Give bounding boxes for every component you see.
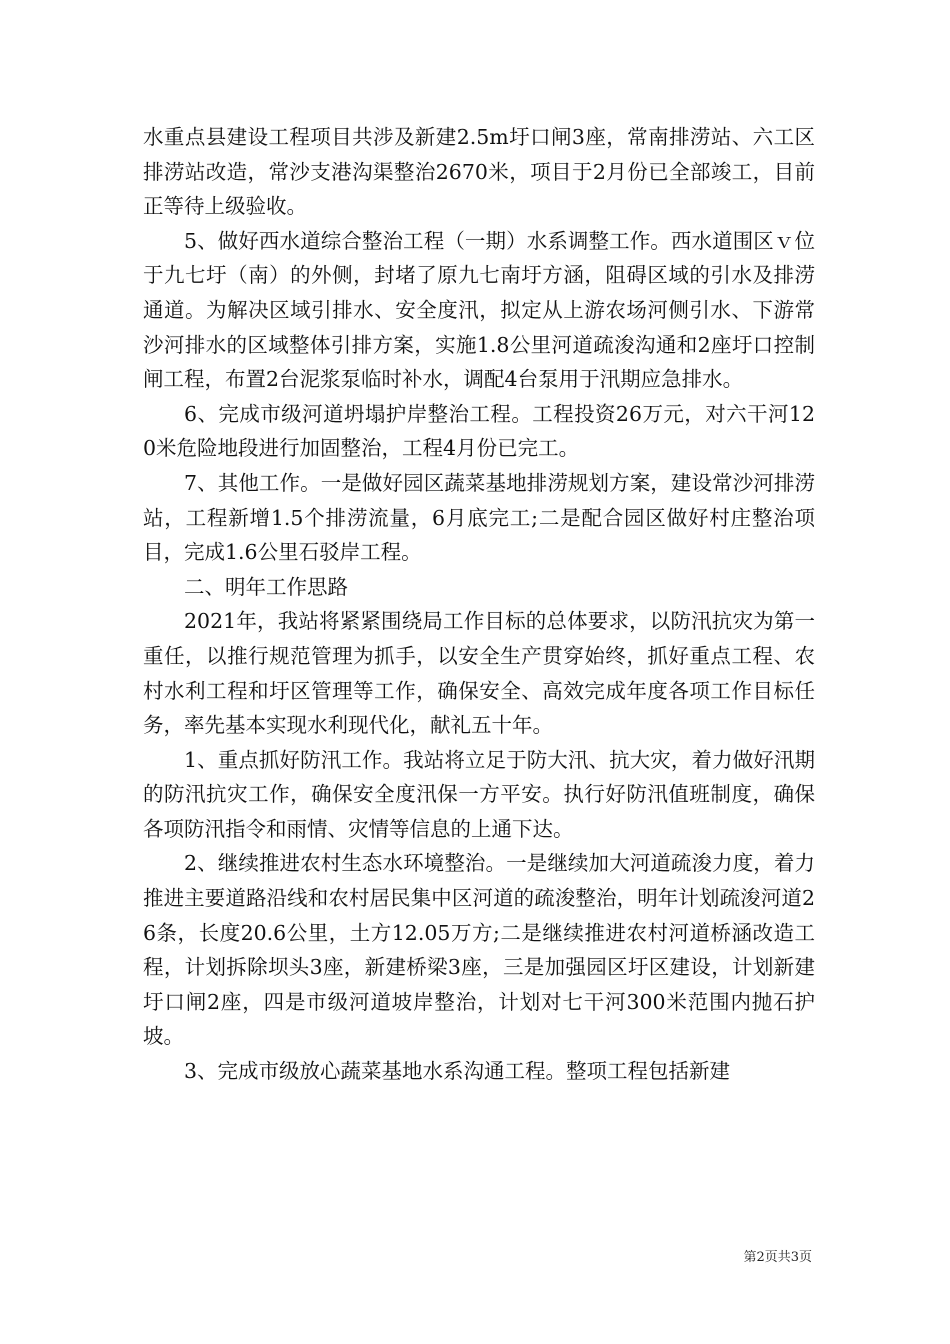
paragraph-continuation: 水重点县建设工程项目共涉及新建2.5m圩口闸3座，常南排涝站、六工区排涝站改造，常沙支港沟渠整治2670米，项目于2月份已全部竣工，目前正等待上级验收。 [143,125,815,219]
paragraph-item-6: 6、完成市级河道坍塌护岸整治工程。工程投资26万元，对六干河120米危险地段进行加固整治，工程4月份已完工。 [143,401,815,461]
page-number-footer: 第2页共3页 [743,1250,812,1265]
paragraph-plan-1: 1、重点抓好防汛工作。我站将立足于防大汛、抗大灾，着力做好汛期的防汛抗灾工作，确保安全度汛保一方平安。执行好防汛值班制度，确保各项防汛指令和雨情、灾情等信息的上通下达。 [143,747,815,841]
paragraph-plan-3: 3、完成市级放心蔬菜基地水系沟通工程。整项工程包括新建 [184,1059,731,1084]
paragraph-intro-2021: 2021年，我站将紧紧围绕局工作目标的总体要求，以防汛抗灾为第一重任，以推行规范管理为抓手，以安全生产贯穿始终，抓好重点工程、农村水利工程和圩区管理等工作，确保安全、高效完成年度各项工作目标任务，率先基本实现水利现代化，献礼五十年。 [143,609,815,738]
document-body [143,120,815,1089]
paragraph-item-5: 5、做好西水道综合整治工程（一期）水系调整工作。西水道围区ｖ位于九七圩（南）的外侧，封堵了原九七南圩方涵，阻碍区域的引水及排涝通道。为解决区域引排水、安全度汛，拟定从上游农场河侧引水、下游常沙河排水的区域整体引排方案，实施1.8公里河道疏浚沟通和2座圩口控制闸工程，布置2台泥浆泵临时补水，调配4台泵用于汛期应急排水。 [143,228,815,392]
paragraph-item-7: 7、其他工作。一是做好园区蔬菜基地排涝规划方案，建设常沙河排涝站，工程新增1.5个排涝流量，6月底完工;二是配合园区做好村庄整治项目，完成1.6公里石驳岸工程。 [143,470,815,565]
paragraph-plan-2: 2、继续推进农村生态水环境整治。一是继续加大河道疏浚力度，着力推进主要道路沿线和农村居民集中区河道的疏浚整治，明年计划疏浚河道26条，长度20.6公里，土方12.05万方;二是继续推进农村河道桥涵改造工程，计划拆除坝头3座，新建桥梁3座，三是加强园区圩区建设，计划新建圩口闸2座，四是市级河道坡岸整治，计划对七干河300米范围内抛石护坡。 [143,851,815,1049]
section-heading-next-year: 二、明年工作思路 [184,574,348,599]
